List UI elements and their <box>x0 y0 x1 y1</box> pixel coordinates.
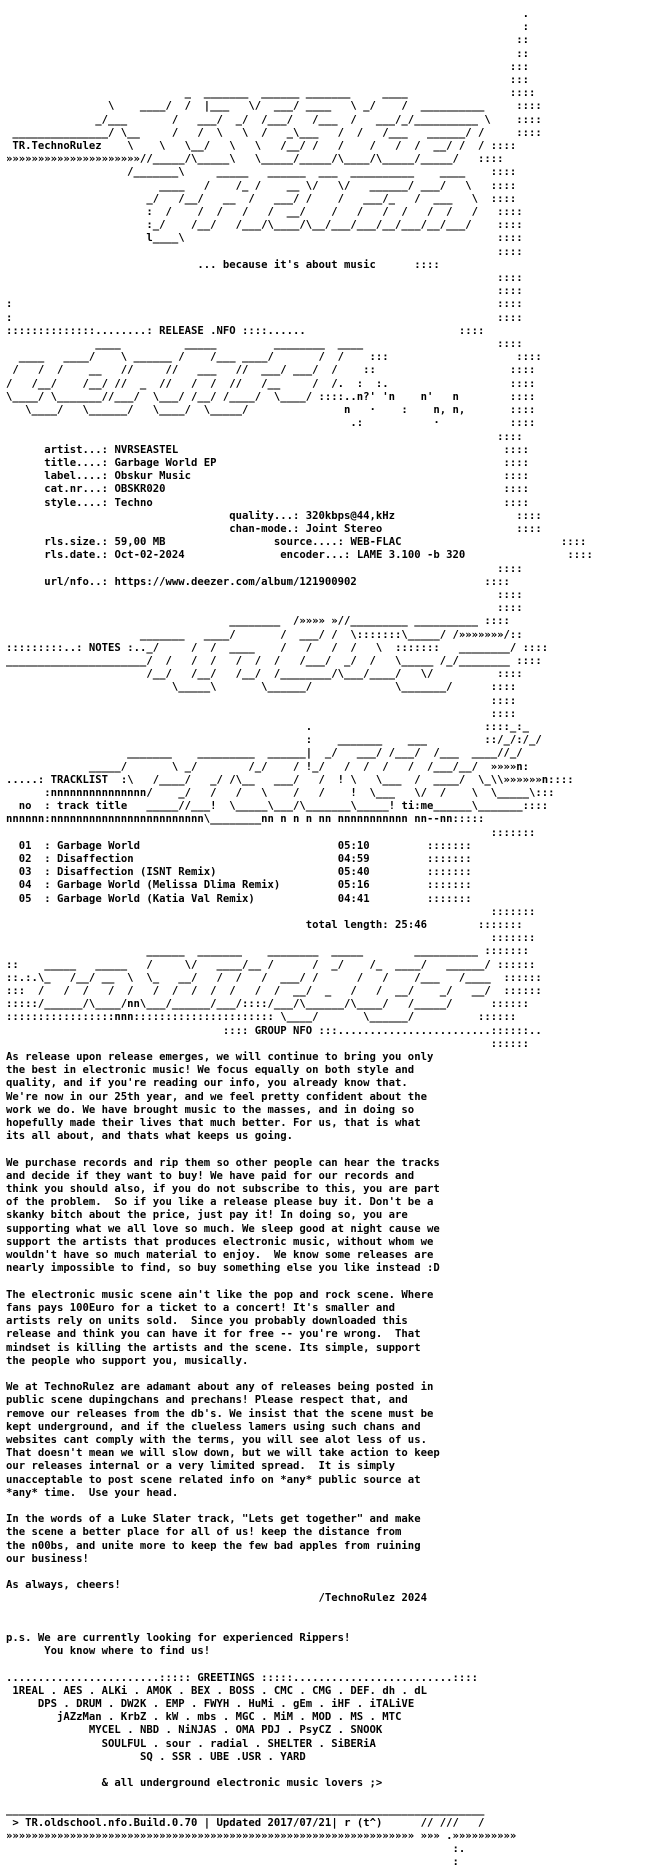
footer-line: ___________________________________________________________________________ > TR.oldschool.nfo.Build.0.70 | Updated 2017/07/21| r (t^) // /// / »»»»»»»»»»»»»»»»»»»»»»»»»»»»»»»»»»»»»»»»»»»»»»»»»»»»»»»»»»»»»»»» »»» .»»»»»»»»»» :. : <box>6 1803 517 1869</box>
greetings-line: 1REAL . AES . ALKi . AMOK . BEX . BOSS . CMC . CMG . DEF. dh . dL <box>12 1684 427 1697</box>
paragraph: The electronic music scene ain't like the pop and rock scene. Where fans pays 100Euro for a ticket to a concert! It's smaller and artists rely on units sold. Since you probably downloaded this release and think you can have it for free -- you're wrong. That mindset is killing the artists and the scene. Its simple, support the people who support you, musically. <box>6 1288 434 1367</box>
release-nfo-title: RELEASE .NFO <box>159 324 236 337</box>
chan-mode-value: Joint Stereo <box>305 522 383 535</box>
paragraph: We at TechnoRulez are adamant about any of releases being posted in public scene dupingchans and prechans! Please respect that, and remove our releases from the db's. We insist that the scene must be kept underground, and if the clueless lamers using such chans and websites cant comply with the terms, you will see alot less of us. That doesn't mean we will slow down, but we will take action to keep our releases internal or a very limited spread. It is simply unacceptable to post scene related info on *any* public source at *any* time. Use your head. <box>6 1381 440 1499</box>
greetings-list <box>6 1685 650 1791</box>
date-value: Oct-02-2024 <box>114 549 185 562</box>
encoder-value: LAME 3.100 -b 320 <box>356 549 466 562</box>
group-nfo-title: GROUP NFO <box>254 1024 313 1037</box>
col-time: ti:me <box>401 800 434 813</box>
notes-header: :::::::::..: NOTES :.._/ / / ____ / / / / \ ::::::: ________/ :::: <box>6 641 549 654</box>
paragraph: As always, cheers! <box>6 1579 121 1592</box>
greetings-line: SOULFUL . sour . radial . SHELTER . SiBERiA <box>101 1737 376 1750</box>
greetings-line: SQ . SSR . UBE .USR . YARD <box>139 1750 306 1763</box>
header-art-top: . : :: :: ::: ::: _ _______ ______ _______ ____ :::: \ ____/ / |___ \/ ___/ ____ \ _/ / __________ :::: _/___ / ___/ _/ /___/ /___ / ___/_/__________ \ :::: _______________/ \__ / / \ \ / _\___ / / /___ ______/ / :::: <box>12 8 542 139</box>
label-value: Obskur Music <box>114 470 191 483</box>
notes-art-bottom: ______________________/ / / / / / / /___/ _/ / \_____ /_/________ :::: /__/ /__/ /__/ /________/\___/____/ \/ :::: \_____\ \______/ \_______/ :::: :::: :::: . ::::_:_ : _______ ___ ::/_/:/_/ _______ _________ ______| _/ ___/ /___/ /___ ____//_/ _____/ \ _/ /_/ / !_/ / / / / /___/__/ »»»»n: <box>6 654 542 773</box>
table-row: 04 : Garbage World (Melissa Dlima Remix) 05:16 <box>18 879 370 892</box>
release-info: :::: artist...: NVRSEASTEL :::: title....: Garbage World EP :::: label....: Obskur Music :::: cat.nr...: OBSKR020 :::: style....: Techno :::: quality...: 320kbps@44,kHz :::: chan-mode.: Joint Stereo :::: rls.size.: 59,00 MB source....: WEB-FLAC :::: rls.date.: Oct-02-2024 encoder...: LAME 3.100 -b 320 :::: :::: url/nfo..: https://www.deezer.com/album/121900902 :::: :::: :::: <box>44 430 593 615</box>
greetings-title: GREETINGS <box>197 1671 255 1684</box>
paragraph: As release upon release emerges, we will continue to bring you only the best in electronic music! We focus equally on both style and quality, and if you're reading our info, you already know that. We're now in our 25th year, and we feel pretty confident about the work we do. We have brought music to the masses, and in doing so hopefully made their lives that much better. For us, that is what its all about, and thats what keeps us going. <box>6 1051 434 1143</box>
tracklist-table: 01 : Garbage World 05:10 ::::::: 02 : Disaffection 04:59 ::::::: 03 : Disaffection (ISNT Remix) 05:40 ::::::: 04 : Garbage World (Melissa Dlima Remix) 05:16 ::::::: 05 : Garbage World (Katia Val Remix) 04:41 ::::::: ::::::: total length: 25:46 ::::::: ::::::: <box>18 839 536 945</box>
group-nfo-header: :::: GROUP NFO :::........................::::::.. :::::: <box>6 1024 542 1050</box>
notes-art-top: ________ /»»»» »//_________ __________ :::: _______ ____/ / ___/ / \:::::::\_____/ /»»»»»»»/:: <box>139 615 523 641</box>
build-label: TR.oldschool.nfo.Build.0.70 <box>25 1816 198 1829</box>
style-value: Techno <box>114 496 153 509</box>
greetings-line: MYCEL . NBD . NiNJAS . OMA PDJ . PsyCZ . SNOOK <box>88 1724 383 1737</box>
paragraph: We purchase records and rip them so other people can hear the tracks and decide if they want to buy! We have paid for our records and think you should also, if you do not subscribe to this, you are part of the problem. So if you like a release please buy it. Don't be a skanky bitch about the price, just pay it! In doing so, you are supporting what we all love so much. We sleep good at night cause we support the artists that produces electronic music, without whom we wouldn't have so much material to enjoy. We know some releases are nearly impossible to find, so buy something else you like instead :D <box>6 1156 440 1275</box>
size-value: 59,00 MB <box>114 536 166 549</box>
group-tag: TR.TechnoRulez <box>6 140 109 153</box>
header-art-bottom: »»»»»»»»»»»»»»»»»»»»»//_____/\_____\ \_____/_____/\____/\_____/_____/ :::: /_______\ _____ ______ ___ __________ ____ :::: ____ / /_ / __ \/ \/ ______/ ___/ \ :::: _/ /__/ __ / ___/ / / ___/_ / ___ \ :::: : / / / / / __/ / / / / / / / :::: :_/ /__/ /___/\____/\__/___/___/__/___/__/___/ :::: l____\ :::: :::: <box>6 153 523 258</box>
nfo-document: . : :: :: ::: ::: _ _______ ______ _______ ____ :::: \ ____/ / |___ \/ ___/ ____ \ _/ / __________ :::: _/___ / ___/ _/ /___/ /___ / ___/_/__________ \ :::: _______________/ \__ / / \ \ / _\___ / / /___ ______/ / :::: TR.TechnoRulez \ \ \__/ \ \ /__/ / / / / / __/ / / :::: »»»»»»»»»»»»»»»»»»»»»//_____/\_____\ \_____/_____/\____/\_____/_____/ :::: /_______\ _____ ______ ___ __________ ____ :::: ____ / /_ / __ \/ \/ ______/ ___/ \ :::: _/ /__/ __ / ___/ / / ___/_ / ___ \ :::: : / / / / / __/ / / / / / / / :::: :_/ /__/ /___/\____/\__/___/___/__/___/__/___/ :::: l____\ :::: :::: ... because it's about music :::: :::: :::: : :::: : :::: ::::::::::::::........: RELEASE .NFO ::::...... :::: ____ _____ ________ ____ :::: ____ ____/ \ ______ / /___ ____/ / / ::: :::: / / / __ // // ___ // ___/ ___/ / :: :::: / /__/ /__/ // _ // / / // /__ / /. : :. :::: \____/ \_______//___/ \___/ /__/ /____/ \____/ ::::..n?' 'n n' n :::: \____/ \______/ \____/ \_____/ n · : n, n, :::: .: · :::: :::: artist...: NVRSEASTEL :::: title....: Garbage World EP :::: label....: Obskur Music :::: cat.nr...: OBSKR020 :::: style....: Techno :::: quality...: 320kbps@44,kHz :::: chan-mode.: Joint Stereo :::: rls.size.: 59,00 MB source....: WEB-FLAC :::: rls.date.: Oct-02-2024 encoder...: LAME 3.100 -b 320 :::: :::: url/nfo..: https://www.deezer.com/album/121900902 :::: :::: :::: ________ /»»»» »//_________ __________ :::: _______ ____/ / ___/ / \:::::::\_____/ /»»»»»»»/:: :::::::::..: NOTES :.._/ / / ____ / / / / \ ::::::: ________/ :::: ______________________/ / / / / / / /___/ _/ / \_____ /_/________ :::: /__/ /__/ /__/ /________/\___/____/ \/ :::: \_____\ \______/ \_______/ :::: :::: :::: . ::::_:_ : _______ ___ ::/_/:/_/ _______ _________ ______| _/ ___/ /___/ /___ ____//_/ _____/ \ _/ /_/ / !_/ / / / / /___/__/ »»»»n: .....: TRACKLIST :\ /____/ _/ /\__ ___/ / ! \ \___ / ____/ \_\\»»»»»»n:::: :nnnnnnnnnnnnnnn/ _/ / / \ / / ! \___ \/ / \ \_____\::: no : track title _____//___! \_____\___/\_______\_____! ti:me______\_______:::: nnnnnn:nnnnnnnnnnnnnnnnnnnnnnnn\________nn n n n nn nnnnnnnnnnn nn--nn::::: ::::::: 01 : Garbage World 05:10 ::::::: 02 : Disaffection 04:59 ::::::: 03 : Disaffection (ISNT Remix) 05:40 ::::::: 04 : Garbage World (Melissa Dlima Remix) 05:16 ::::::: 05 : Garbage World (Katia Val Remix) 04:41 ::::::: ::::::: total length: 25:46 ::::::: ::::::: ______ _______ ________ _____ __________ ::::::: :: _____ _____ / \/ ____/__ / / _/ /_ ____/ ______/ :::::: ::.:.\_ /__/ __ \ \_ __/ / / / ___/ / / / /___ /____ :::::: ::: / / / / / / / / / / / / __/ _ / / __/ _/ __/ :::::: :::::/______/\____/nn\___/______/___/::::/___/\______/\____/ /_____/ :::::: :::::::::::::::::nnn:::::::::::::::::::::: \____/ \______/ :::::: :::: GROUP NFO :::........................::::::.. :::::: As release upon release emerges, we will continue to bring you only the best in electronic music! We focus equally on both style and quality, and if you're reading our info, you already know that. We're now in our 25th year, and we feel pretty confident about the work we do. We have brought music to the masses, and in doing so hopefully made their lives that much better. For us, that is what its all about, and thats what keeps us going. We purchase records and rip them so other people can hear the tracks and decide if they want to buy! We have paid for our records and think you should also, if you do not subscribe to this, you are part of the problem. So if you like a release please buy it. Don't be a skanky bitch about the price, just pay it! In doing so, you are supporting what we all love so much. We sleep good at night cause we support the artists that produces electronic music, without whom we wouldn't have so much material to enjoy. We know some releases are nearly impossible to find, so buy something else you like instead :D The electronic music scene ain't like the pop and rock scene. Where fans pays 100Euro for a ticket to a concert! It's smaller and artists rely on units sold. Since you probably downloaded this release and think you can have it for free -- you're wrong. That mindset is killing the artists and the scene. Its simple, support the people who support you, musically. We at TechnoRulez are adamant about any of releases being posted in public scene dupingchans and prechans! Please respect that, and remove our releases from the db's. We insist that the scene must be kept underground, and if the clueless lamers using such chans and websites cant comply with the terms, you will see alot less of us. That doesn't mean we will slow down, but we will take action to keep our releases internal or a very limited spread. It is simply unacceptable to post scene related info on *any* public source at *any* time. Use your head. In the words of a Luke Slater track, "Lets get together" and make the scene a better place for all of us! keep the distance from the n00bs, and unite more to keep the few bad apples from ruining our business! As always, cheers! /TechnoRulez 2024 p.s. We are currently looking for experienced Rippers! You know where to find us! ........................::::: GREETINGS :::::.........................:::: 1REAL . AES . ALKi . AMOK . BEX . BOSS . CMC . CMG . DEF. dh . dL DPS . DRUM . DW2K . EMP . FWYH . HuMi . gEm . iHF . iTALiVE jAZzMan . KrbZ . kW . mbs . MGC . MiM . MOD . MS . MTC MYCEL . NBD . NiNJAS . OMA PDJ . PsyCZ . SNOOK SOULFUL . sour . radial . SHELTER . SiBERiA SQ . SSR . UBE .USR . YARD & all underground electronic music lovers ;> ___________________________________________________________________________ > TR.oldschool.nfo.Build.0.70 | Updated 2017/07/21| r (t^) // /// / »»»»»»»»»»»»»»»»»»»»»»»»»»»»»»»»»»»»»»»»»»»»»»»»»»»»»»»»»»»»»»»» »»» .»»»»»»»»»» :. : <box>6 8 650 1870</box>
greetings-line: DPS . DRUM . DW2K . EMP . FWYH . HuMi . gEm . iHF . iTALiVE <box>37 1698 415 1710</box>
total-length: total length: 25:46 <box>305 919 427 932</box>
signature: /TechnoRulez 2024 <box>318 1592 427 1605</box>
source-value: WEB-FLAC <box>350 536 402 549</box>
table-row: 03 : Disaffection (ISNT Remix) 05:40 <box>18 866 370 879</box>
header-tag-line <box>6 140 650 153</box>
url-value: https://www.deezer.com/album/121900902 <box>114 575 357 588</box>
col-title: track title <box>57 800 128 813</box>
notes-title: NOTES <box>88 641 121 654</box>
release-nfo-header: ::::::::::::::........: RELEASE .NFO ::::...... :::: <box>6 324 485 337</box>
updated-label: Updated 2017/07/21 <box>216 1816 332 1829</box>
title-value: Garbage World EP <box>114 456 217 469</box>
col-no: no <box>18 800 32 813</box>
paragraph: In the words of a Luke Slater track, "Lets get together" and make the scene a better place for all of us! keep the distance from the n00bs, and unite more to keep the few bad apples from ruining our business! <box>6 1513 421 1565</box>
quality-value: 320kbps@44,kHz <box>305 509 396 522</box>
release-art: ____ _____ ________ ____ :::: ____ ____/ \ ______ / /___ ____/ / / ::: :::: / / / __ // // ___ // ___/ ___/ / :: :::: / /__/ /__/ // _ // / / // /__ / /. : :. :::: \____/ \_______//___/ \___/ /__/ /____/ \____/ ::::..n?' 'n n' n :::: \____/ \______/ \____/ \_____/ n · : n, n, :::: .: · :::: <box>6 338 542 430</box>
catnr-value: OBSKR020 <box>114 483 166 496</box>
greetings-footer: & all underground electronic music lovers ;> <box>101 1777 383 1790</box>
group-nfo-body <box>6 1051 650 1658</box>
tracklist-header: .....: TRACKLIST :\ /____/ _/ /\__ ___/ / ! \ \___ / ____/ \_\\»»»»»»n:::: :nnnnnnnnnnnnnnn/ _/ / / \ / / ! \___ \/ / \ \_____\::: no : track title _____//___! \_____\___/\_______\_____! ti:me______\_______:::: nnnnnn:nnnnnnnnnnnnnnnnnnnnnnnn\________nn n n n nn nnnnnnnnnnn nn--nn::::: ::::::: <box>6 773 574 839</box>
table-row: 05 : Garbage World (Katia Val Remix) 04:41 <box>18 892 370 905</box>
artist-value: NVRSEASTEL <box>114 443 179 456</box>
greetings-line: jAZzMan . KrbZ . kW . mbs . MGC . MiM . MOD . MS . MTC <box>57 1711 402 1724</box>
table-row: 01 : Garbage World 05:10 <box>18 839 370 852</box>
ps-note: p.s. We are currently looking for experienced Rippers! You know where to find us! <box>6 1631 351 1658</box>
table-row: 02 : Disaffection 04:59 <box>18 853 370 865</box>
header-art-mid: \ \ \__/ \ \ /__/ / / / / / __/ / / :::: <box>108 140 517 153</box>
tracklist-title: TRACKLIST <box>50 773 109 786</box>
greetings-header: ........................::::: GREETINGS :::::.........................:::: <box>6 1671 478 1684</box>
group-art: ______ _______ ________ _____ __________ ::::::: :: _____ _____ / \/ ____/__ / / _/ /_ ____/ ______/ :::::: ::.:.\_ /__/ __ \ \_ __/ / / / ___/ / / / /___ /____ :::::: ::: / / / / / / / / / / / / __/ _ / / __/ _/ __/ :::::: :::::/______/\____/nn\___/______/___/::::/___/\______/\____/ /_____/ :::::: :::::::::::::::::nnn:::::::::::::::::::::: \____/ \______/ :::::: <box>6 945 542 1024</box>
slogan: ... because it's about music <box>197 258 376 271</box>
